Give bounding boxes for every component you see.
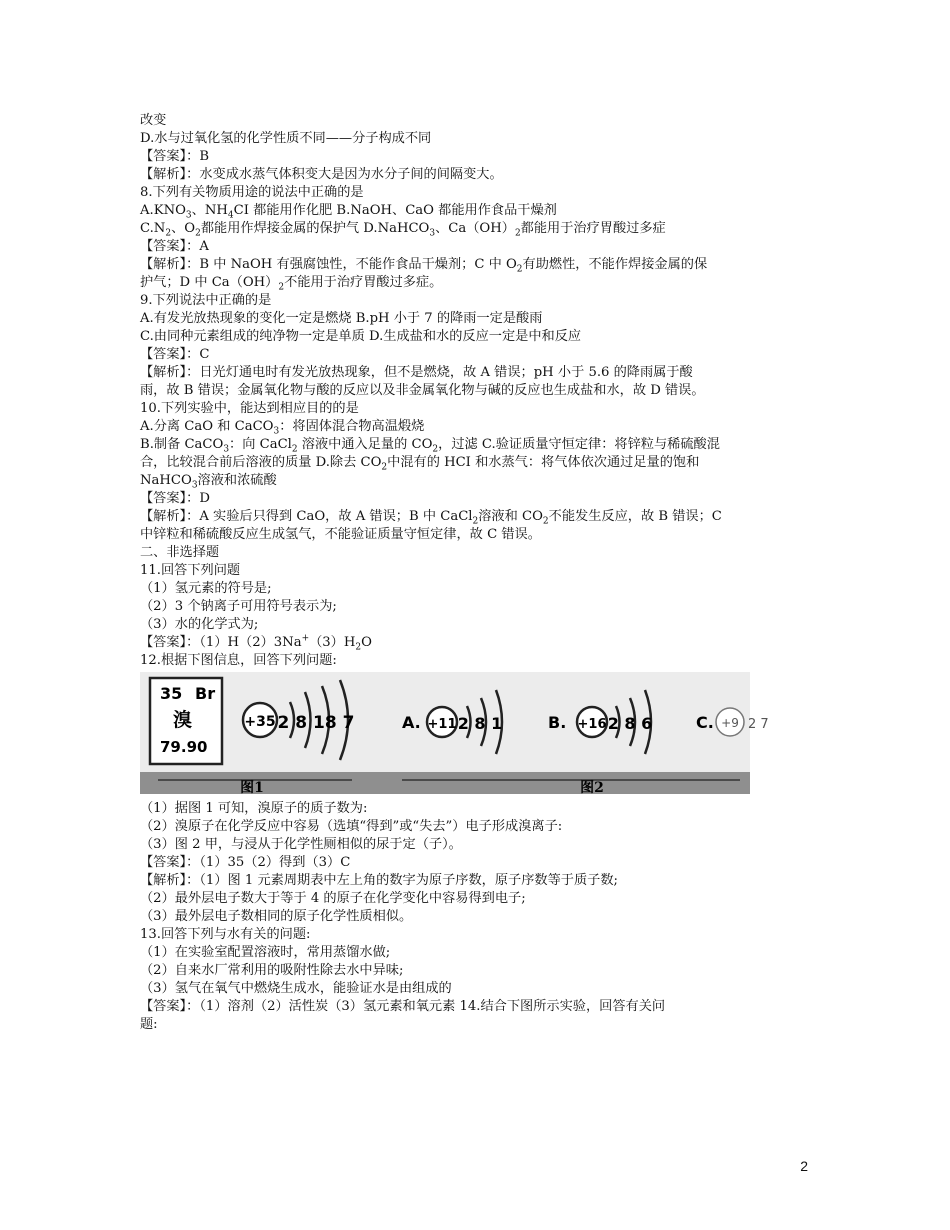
page-number: 2 [800, 1158, 808, 1174]
answer-line: 【答案】：D [140, 491, 210, 506]
option-line: NaHCO$_3$溶液和浓硫酸 [140, 473, 277, 491]
answer-line: 【答案】：B [140, 149, 210, 164]
sub-question: （2）自来水厂常利用的吸附性除去水中异味; [140, 963, 404, 978]
option-line: C.由同种元素组成的纯净物一定是单质 D.生成盐和水的反应一定是中和反应 [140, 329, 582, 344]
question-stem: 13.回答下列与水有关的问题: [140, 927, 311, 942]
a-nucleus-charge: +11 [427, 717, 457, 732]
c-shell-electrons: 2 7 [748, 717, 769, 732]
explanation-line: 【解析】：B 中 NaOH 有强腐蚀性，不能作食品干燥剂；C 中 $O_2$有助燃性，不能作焊接金属的保 [140, 257, 708, 275]
text-line: 改变 [140, 113, 167, 128]
element-name: 溴 [173, 709, 193, 731]
answer-line: 【答案】：（1）35（2）得到（3）C [140, 855, 351, 870]
b-shell-electrons: 2 8 6 [607, 714, 653, 733]
fig1-caption: 图1 [240, 780, 264, 796]
option-b-label: B. [548, 713, 567, 732]
explanation-line: 中锌粒和稀硫酸反应生成氢气，不能验证质量守恒定律，故 C 错误。 [140, 527, 541, 542]
document-body [140, 112, 820, 1034]
sub-question: （3）氢气在氧气中燃烧生成水，能验证水是由组成的 [140, 981, 452, 996]
atom-structure-figure [140, 672, 769, 796]
question-stem: 9.下列说法中正确的是 [140, 293, 272, 308]
option-line: A.分离 CaO 和 CaCO$_3$：将固体混合物高温煅烧 [140, 419, 425, 437]
element-number: 35 [160, 684, 183, 703]
figure-caption-band [140, 772, 750, 794]
fig2-caption: 图2 [580, 780, 604, 796]
sub-question: （3）图 2 甲，与浸从于化学性厕相似的尿于定（子）。 [140, 837, 462, 852]
answer-line: 题: [140, 1017, 158, 1032]
text-line: D.水与过氧化氢的化学性质不同——分子构成不同 [140, 131, 432, 146]
explanation-line: （3）最外层电子数相同的原子化学性质相似。 [140, 909, 413, 924]
br-nucleus-charge: +35 [244, 714, 276, 730]
explanation-line: （2）最外层电子数大于等于 4 的原子在化学变化中容易得到电子; [140, 891, 526, 906]
explanation-line: 【解析】：水变成水蒸气体积变大是因为水分子间的间隔变大。 [140, 167, 503, 182]
answer-line: 【答案】：C [140, 347, 210, 362]
explanation-line: 雨，故 B 错误；金属氧化物与酸的反应以及非金属氧化物与碱的反应也生成盐和水，故 D 错误。 [140, 383, 705, 398]
question-stem: 10.下列实验中，能达到相应目的的是 [140, 401, 359, 416]
option-line: B.制备 CaCO$_3$：向 CaCl$_2$ 溶液中通入足量的 $CO_2$，过滤 C.验证质量守恒定律：将锌粒与稀硫酸混 [140, 437, 720, 455]
sub-question: （2）3 个钠离子可用符号表示为; [140, 599, 337, 614]
option-c-label: C. [696, 713, 714, 732]
explanation-line: 【解析】：A 实验后只得到 CaO，故 A 错误；B 中 CaCl$_2$溶液和 $CO_2$不能发生反应，故 B 错误；C [140, 509, 722, 527]
sub-question: （1）据图 1 可知，溴原子的质子数为: [140, 801, 368, 816]
c-nucleus-charge: +9 [721, 716, 739, 730]
sub-question: （3）水的化学式为; [140, 617, 259, 632]
option-line: A.有发光放热现象的变化一定是燃烧 B.pH 小于 7 的降雨一定是酸雨 [140, 311, 543, 326]
question-stem: 12.根据下图信息，回答下列问题: [140, 653, 337, 668]
sub-question: （2）溴原子在化学反应中容易（选填“得到”或“失去”）电子形成溴离子: [140, 819, 563, 834]
explanation-line: 【解析】：（1）图 1 元素周期表中左上角的数字为原子序数，原子序数等于质子数; [140, 873, 618, 888]
b-nucleus-charge: +16 [577, 717, 607, 732]
a-shell-electrons: 2 8 1 [457, 714, 503, 733]
option-a-label: A. [402, 713, 421, 732]
section-heading: 二、非选择题 [140, 545, 220, 560]
option-line: $C.N_2$、$O_2$都能用作焊接金属的保护气 D.NaHCO$_3$、$Ca(OH)_2$都能用于治疗胃酸过多症 [140, 221, 666, 239]
sub-question: （1）氢元素的符号是; [140, 581, 272, 596]
figure-svg [140, 672, 769, 796]
question-stem: 8.下列有关物质用途的说法中正确的是 [140, 185, 364, 200]
sub-question: （1）在实验室配置溶液时，常用蒸馏水做; [140, 945, 391, 960]
answer-line: 【答案】：（1）溶剂（2）活性炭（3）氢元素和氧元素 14.结合下图所示实验，回答有关问 [140, 999, 666, 1014]
question-stem: 11.回答下列问题 [140, 563, 241, 578]
answer-line: 【答案】：A [140, 239, 209, 254]
br-shell-electrons: 2 8 18 7 [277, 713, 355, 733]
option-line: 合，比较混合前后溶液的质量 D.除去 $CO_2$中混有的 HCI 和水蒸气：将气体依次通过足量的饱和 [140, 455, 700, 473]
explanation-line: 【解析】：日光灯通电时有发光放热现象，但不是燃烧，故 A 错误；pH 小于 5.6 的降雨属于酸 [140, 365, 693, 380]
element-mass: 79.90 [160, 738, 208, 756]
element-symbol: Br [195, 684, 216, 703]
option-line: $A.KNO_3$、$NH_4CI$ 都能用作化肥 B.NaOH、CaO 都能用作食品干燥剂 [140, 203, 557, 221]
explanation-line: 护气；D 中 $Ca(OH)_2$不能用于治疗胃酸过多症。 [140, 275, 443, 293]
answer-line: 【答案】：$(1)H(2)3Na^+(3)H_2O$ [140, 633, 372, 653]
